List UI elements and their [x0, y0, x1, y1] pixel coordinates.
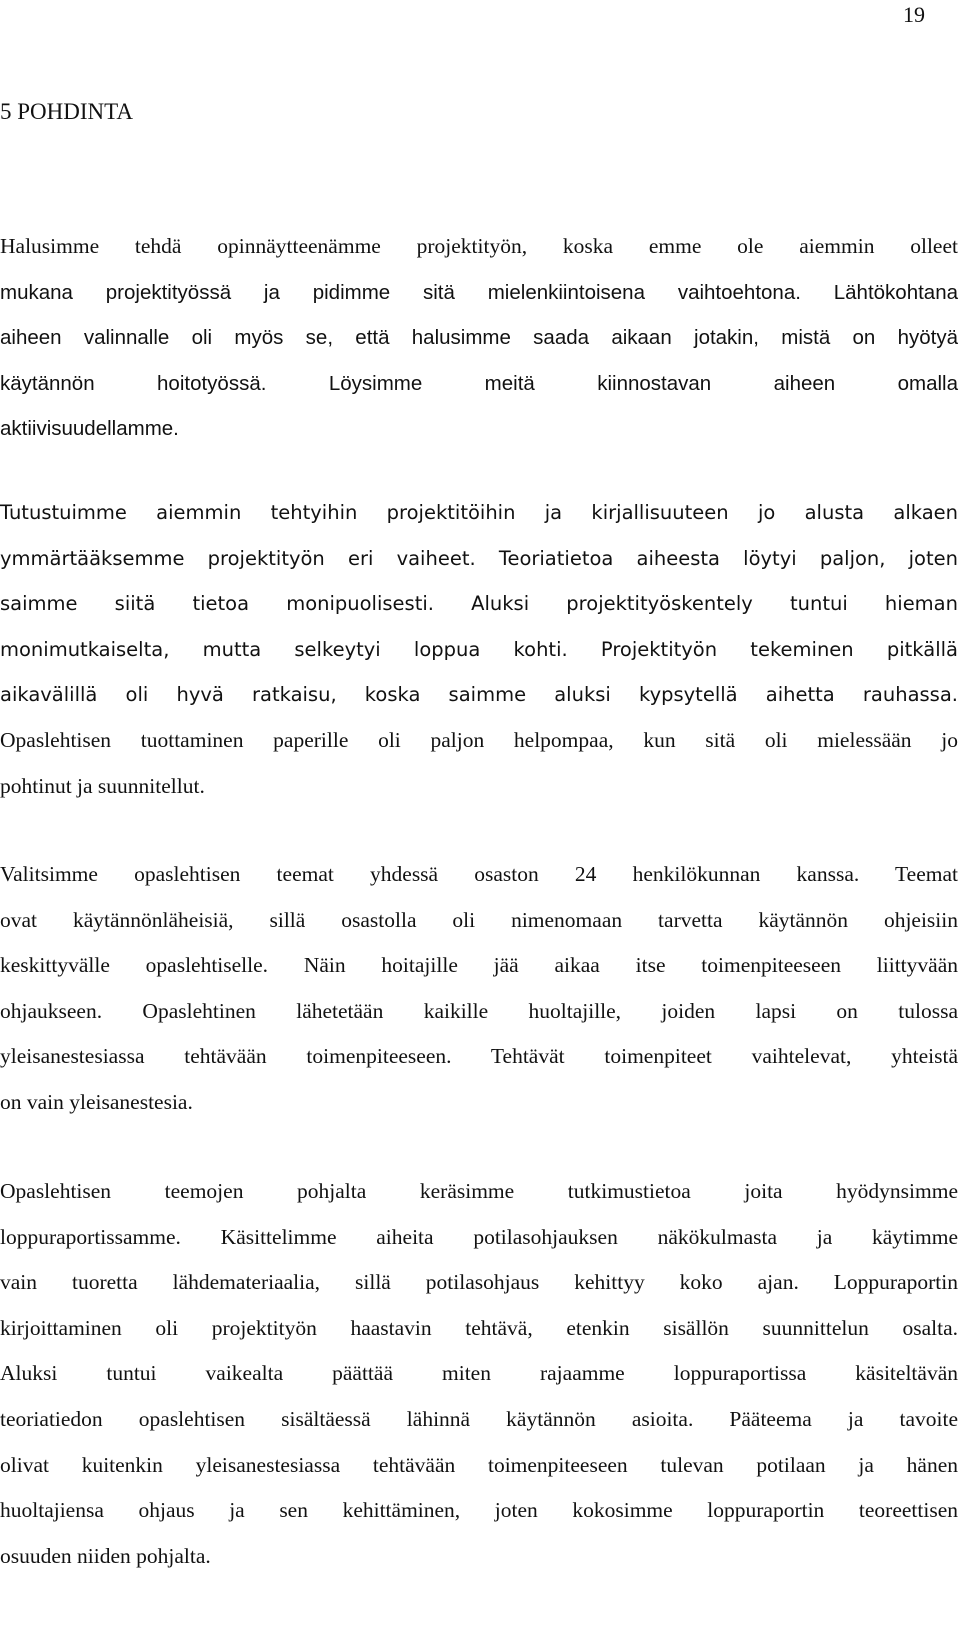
text-line: saimme siitä tietoa monipuolisesti. Aluksi projektityöskentely tuntui hieman — [0, 592, 958, 616]
text-line: huoltajiensa ohjaus ja sen kehittäminen, joten kokosimme loppuraportin teoreettisen — [0, 1498, 958, 1523]
text-line: aktiivisuudellamme. — [0, 417, 179, 441]
text-line: mukana projektityössä ja pidimme sitä mielenkiintoisena vaihtoehtona. Lähtökohtana — [0, 280, 958, 304]
paragraph-themes — [0, 852, 958, 1126]
paragraph-final-report — [0, 1169, 958, 1579]
text-line: yleisanestesiassa tehtävään toimenpiteeseen. Tehtävät toimenpiteet vaihtelevat, yhteistä — [0, 1044, 958, 1069]
text-line: osuuden niiden pohjalta. — [0, 1543, 211, 1568]
text-line: käytännön hoitotyössä. Löysimme meitä kiinnostavan aiheen omalla — [0, 371, 958, 395]
text-line: vain tuoretta lähdemateriaalia, sillä potilasohjaus kehittyy koko ajan. Loppuraportin — [0, 1270, 958, 1295]
text-line: Opaslehtisen teemojen pohjalta keräsimme tutkimustietoa joita hyödynsimme — [0, 1179, 958, 1203]
text-line: Halusimme tehdä opinnäytteenämme projektityön, koska emme ole aiemmin olleet — [0, 234, 958, 258]
text-line: keskittyvälle opaslehtiselle. Näin hoitajille jää aikaa itse toimenpiteeseen liittyvään — [0, 953, 958, 978]
text-line: aiheen valinnalle oli myös se, että halusimme saada aikaan jotakin, mistä on hyötyä — [0, 326, 958, 350]
paragraph-familiarization — [0, 490, 958, 809]
text-line: on vain yleisanestesia. — [0, 1089, 193, 1114]
text-line: monimutkaiselta, mutta selkeytyi loppua kohti. Projektityön tekeminen pitkällä — [0, 637, 958, 661]
text-line: loppuraportissamme. Käsittelimme aiheita potilasohjauksen näkökulmasta ja käytimme — [0, 1224, 958, 1249]
text-line: Opaslehtisen tuottaminen paperille oli paljon helpompaa, kun sitä oli mielessään jo — [0, 727, 958, 752]
text-line: pohtinut ja suunnitellut. — [0, 773, 205, 798]
text-line: Aluksi tuntui vaikealta päättää miten rajaamme loppuraportissa käsiteltävän — [0, 1361, 958, 1386]
page-number: 19 — [903, 2, 925, 27]
text-line: kirjoittaminen oli projektityön haastavin tehtävä, etenkin sisällön suunnittelun osalta. — [0, 1315, 958, 1340]
text-line: Valitsimme opaslehtisen teemat yhdessä osaston 24 henkilökunnan kanssa. Teemat — [0, 862, 958, 886]
text-line: teoriatiedon opaslehtisen sisältäessä lähinnä käytännön asioita. Pääteema ja tavoite — [0, 1406, 958, 1431]
text-line: ovat käytännönläheisiä, sillä osastolla oli nimenomaan tarvetta käytännön ohjeisiin — [0, 907, 958, 932]
section-heading: 5 POHDINTA — [0, 99, 133, 124]
text-line: aikavälillä oli hyvä ratkaisu, koska saimme aluksi kypsytellä aihetta rauhassa. — [0, 683, 958, 707]
text-line: ohjaukseen. Opaslehtinen lähetetään kaikille huoltajille, joiden lapsi on tulossa — [0, 998, 958, 1023]
paragraph-motivation — [0, 224, 958, 452]
text-line: Tutustuimme aiemmin tehtyihin projektitöihin ja kirjallisuuteen jo alusta alkaen — [0, 501, 958, 524]
text-line: olivat kuitenkin yleisanestesiassa tehtävään toimenpiteeseen tulevan potilaan ja hänen — [0, 1452, 958, 1477]
text-line: ymmärtääksemme projektityön eri vaiheet. Teoriatietoa aiheesta löytyi paljon, joten — [0, 546, 958, 570]
